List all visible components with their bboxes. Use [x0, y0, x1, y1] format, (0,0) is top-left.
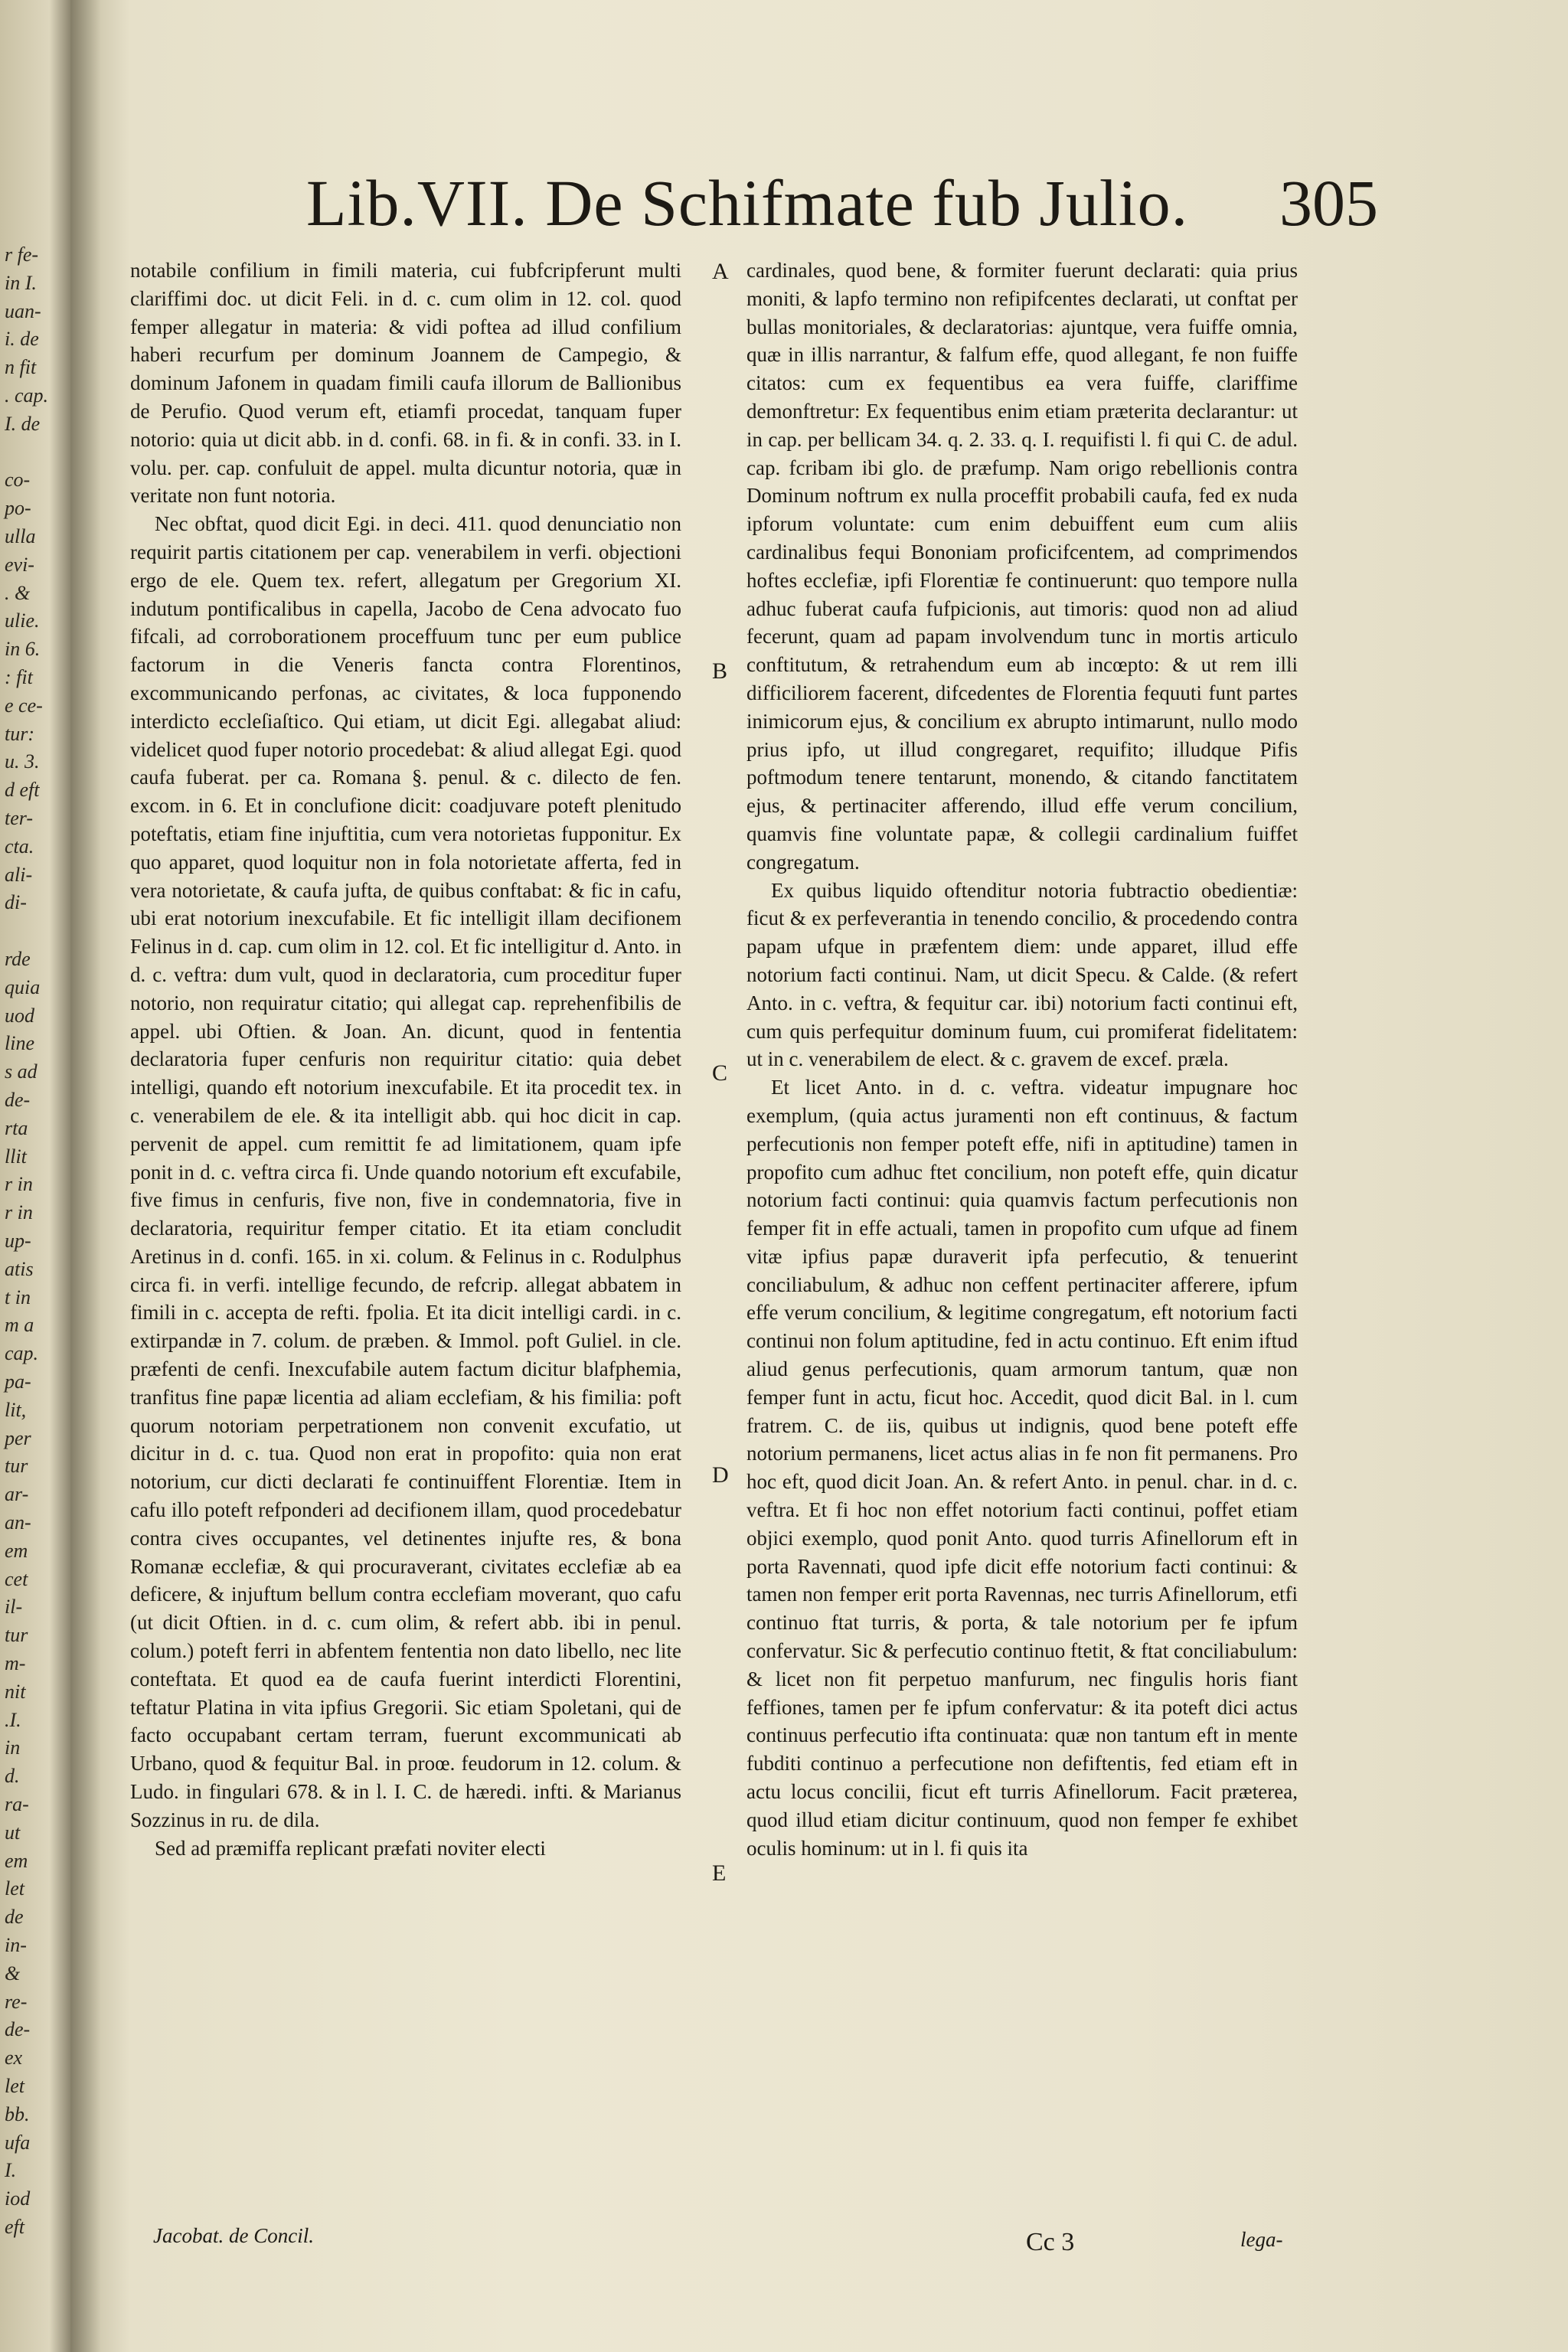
margin-fragment: nit: [5, 1680, 26, 1703]
running-title: Lib.VII. De Schifmate fub Julio.: [306, 166, 1189, 240]
footer-note: Jacobat. de Concil.: [153, 2224, 314, 2247]
margin-fragment: e ce-: [5, 694, 43, 717]
margin-fragment: cap.: [5, 1342, 39, 1365]
margin-fragment: ut: [5, 1821, 21, 1844]
margin-fragment: eft: [5, 2216, 24, 2238]
signature-mark: Cc 3: [1026, 2228, 1075, 2256]
margin-fragment: r in: [5, 1173, 33, 1196]
margin-fragment: rta: [5, 1116, 28, 1139]
margin-fragment: po-: [5, 497, 31, 520]
margin-fragment: ali-: [5, 863, 33, 886]
margin-fragment: m-: [5, 1652, 26, 1674]
right-text-column: [746, 256, 1298, 2216]
margin-fragment: iod: [5, 2187, 31, 2210]
margin-fragment: t in: [5, 1285, 31, 1308]
margin-fragment: tur:: [5, 722, 34, 745]
margin-fragment: ufa: [5, 2131, 31, 2154]
margin-fragment: di-: [5, 891, 27, 914]
margin-fragment: ex: [5, 2047, 23, 2069]
margin-fragment: cta.: [5, 835, 34, 858]
margin-fragment: &: [5, 1962, 21, 1984]
margin-fragment: de: [5, 1906, 24, 1929]
margin-fragment: let: [5, 2075, 24, 2097]
margin-fragment: il-: [5, 1596, 23, 1619]
section-marker-d: D: [712, 1462, 729, 1488]
margin-fragment: uod: [5, 1004, 34, 1027]
left-paragraph-1: notabile confilium in fimili materia, cui fubfcripferunt multi clariffimi doc. ut dicit Feli. in d. c. cum olim in 12. col. quod femper allegatur in materia: & vidi poftea ad illud confilium haberi recurfum per dominum Joannem de Campegio, & dominum Jafonem in quadam fimili caufa illorum de Ballionibus de Perufio. Quod verum eft, etiamfi procedat, tanquam fuper notorio: quia ut dicit abb. in d. confi. 68. in fi. & in confi. 33. in I. volu. per. cap. confuluit de appel. multa dicuntur notoria, quæ in veritate non funt notoria.: [130, 259, 681, 508]
margin-fragment: I. de: [5, 412, 41, 435]
section-marker-b: B: [712, 658, 728, 684]
margin-fragment: in I.: [5, 271, 37, 294]
margin-fragment: d eft: [5, 779, 40, 802]
margin-fragment: I.: [5, 2159, 17, 2182]
margin-fragment: tur: [5, 1455, 28, 1478]
margin-fragment: d.: [5, 1765, 20, 1788]
margin-fragment: : fit: [5, 666, 33, 688]
margin-fragment: up-: [5, 1230, 31, 1252]
section-marker-c: C: [712, 1060, 728, 1086]
margin-fragment: . cap.: [5, 384, 49, 407]
margin-fragment: de-: [5, 1089, 31, 1111]
page-header: [306, 165, 1378, 249]
margin-fragment: u. 3.: [5, 750, 40, 773]
margin-fragment: .I.: [5, 1708, 21, 1731]
left-paragraph-2: Nec obftat, quod dicit Egi. in deci. 411. quod denunciatio non requirit partis citationem per cap. venerabilem in verfi. objectioni ergo de ele. Quem tex. refert, allegatum per Gregorium XI. indutum pontificalibus in capella, Jacobo de Cena advocato fuo fifcali, ad corroborationem proceffuum tunc per eum publice factorum in die Veneris fancta contra Florentinos, excommunicando perfonas, ac civitates, & loca fupponendo interdicto eccleſiaſtico. Qui etiam, ut dicit Egi. allegabat aliud: videlicet quod fuper notorio procedebat: & aliud allegat Egi. quod caufa fuberat. per ca. Romana §. penul. & c. dilecto de fen. excom. in 6. Et in conclufione dicit: coadjuvare poteft plenitudo poteftatis, etiam fine injuftitia, cum vera notorietas fupponitur. Ex quo apparet, quod loquitur non in fola notorietate afferta, fed in vera notorietate, & caufa jufta, de quibus conftabat: & fic in cafu, ubi erat notorium inexcufabile. Et fic intelligit illam decifionem Felinus in d. cap. cum olim in 12. col. Et fic intelligitur d. Anto. in d. c. veftra: dum vult, quod in declaratoria, cum proceditur fuper notorio, non requiratur citatio; qui allegat cap. reprehenfibilis de appel. ubi Oftien. & Joan. An. dicunt, quod in fententia declaratoria fuper cenfuris non requiritur citatio: quia debet intelligi, quando eft notorium inexcufabile. Et ita procedit tex. in c. venerabilem de ele. & ita intelligit abb. qui hoc dicit in cap. pervenit de appel. cum remittit fe ad limitationem, quam ipfe ponit in d. c. veftra circa fi. Unde quando notorium eft excufabile, five fimus in cenfuris, five non, five in condemnatoria, five in declaratoria, requiritur femper citatio. Et ita etiam concludit Aretinus in d. confi. 165. in xi. colum. & Felinus in c. Rodulphus circa fi. in verfi. intellige fecundo, de refcrip. allegat abbatem in fimili in c. accepta de refti. fpolia. Et ita dicit intelligi cardi. in c. extirpandæ in 7. colum. de præben. & Immol. poft Guliel. in cle. præfenti de cenfi. Inexcufabile autem factum dicitur blafphemia, tranfitus fine papæ licentia ad aliam ecclefiam, & his fimilia: poft quorum notoriam perpetrationem non convenit excufatio, ut dicitur in d. c. tua. Quod non erat in propofito: quia non erat notorium, cur dicti declarati fe continuiffent Florentiæ. Item in cafu illo poteft refponderi ad decifionem illam, quod procedebatur contra cives occupantes, vel detinentes injufte res, & bona Romanæ ecclefiæ, & qui procuraverant, civitates ecclefiæ ab ea deficere, & injuftum bellum contra ecclefiam moverant, quo cafu (ut dicit Oftien. in d. c. cum olim, & refert abb. ibi in penul. colum.) poteft ferri in abfentem fententia non dato libello, nec lite conteftata. Et quod ea de caufa fuerint interdicti Florentini, teftatur Platina in vita ipfius Gregorii. Sic etiam Spoletani, qui de facto occupabant certam terram, fuerunt excommunicati ab Urbano, quod & fequitur Bal. in proœ. feudorum in 12. colum. & Ludo. in fingulari 678. & in l. I. C. de hæredi. infti. & Marianus Sozzinus in ru. de dila.: [130, 512, 681, 1831]
margin-fragment: tur: [5, 1624, 28, 1647]
margin-fragment: r fe-: [5, 243, 39, 266]
margin-fragment: de-: [5, 2018, 31, 2041]
margin-fragment: ter-: [5, 807, 34, 829]
margin-fragment: em: [5, 1539, 28, 1562]
margin-fragment: per: [5, 1426, 31, 1449]
margin-fragment: rde: [5, 948, 31, 970]
margin-fragment: evi-: [5, 553, 34, 576]
margin-fragment: in-: [5, 1934, 27, 1956]
binding-shadow: [70, 0, 101, 2352]
margin-fragment: in: [5, 1736, 21, 1759]
margin-fragment: uan-: [5, 299, 41, 322]
margin-fragment: llit: [5, 1145, 27, 1168]
margin-fragment: s ad: [5, 1060, 38, 1083]
right-paragraph-3: Et licet Anto. in d. c. veftra. videatur impugnare hoc exemplum, (quia actus juramenti non eft continuus, & factum perfecutionis non femper poteft effe, nifi in aptitudine) tamen in propofito cum adhuc ftet concilium, non poteft effe, quin dicatur notorium facti continui: quia quamvis factum perfecutionis non femper fit in effe actuali, tamen in propofito cum ufque ad finem vitæ ipfius papæ duraverit ipfa perfecutio, & tenuerint conciliabulum, & adhuc non ceffent pertinaciter afferere, ipfum effe verum concilium, & legitime congregatum, eft notorium facti continui non folum aptitudine, fed in actu continuo. Eft enim iftud aliud genus perfecutionis, quam armorum tantum, quæ non femper funt in actu, ficut hoc. Accedit, quod dicit Bal. in l. cum fratrem. C. de iis, quibus ut indignis, quod bene poteft effe notorium permanens, licet actus alias in fe non fit permanens. Pro hoc eft, quod dicit Joan. An. & refert Anto. in penul. char. in d. c. veftra. Et fi hoc non effet notorium facti continui, poffet etiam objici exemplo, quod ponit Anto. quod turris Afinellorum eft in porta Ravennati, quod ipfe dicit effe notorium facti continui: & tamen non femper erit porta Ravennas, nec turris Afinellorum, etfi continuo ftat turris, & porta, & tale notorium per fe ipfum confervatur. Sic & perfecutio continuo ftetit, & ftat conciliabulum: & licet non fit perpetuo manfurum, nec fingulis horis fiant feffiones, tamen per fe ipfum confervatur: & ita poteft dici actus continuus perfecutio ifta continuata: quæ non tantum eft in mente fubditi continuo a perfecutione non defiftentis, fed etiam eft in actu locus concilii, ficut eft turris Afinellorum. Facit præterea, quod illud etiam dicitur continuum, quod non femper fe exhibet oculis hominum: ut in l. fi quis ita: [746, 1076, 1298, 1860]
margin-fragment: r in: [5, 1201, 33, 1224]
margin-fragment: lit,: [5, 1398, 27, 1421]
right-paragraph-2: Ex quibus liquido oftenditur notoria fubtractio obedientiæ: ficut & ex perfeverantia in tenendo concilio, & procedendo contra papam ufque in præfentem diem: unde apparet, illud effe notorium facti continui. Nam, ut dicit Specu. & Calde. (& refert Anto. in c. veftra, & fequitur car. ibi) notorium facti continui eft, cum quis perfequitur dominum fuum, cui promiferat fidelitatem: ut in c. venerabilem de elect. & c. gravem de excef. præla.: [746, 878, 1298, 1071]
margin-fragment: em: [5, 1849, 28, 1872]
margin-fragment: n fit: [5, 356, 37, 379]
margin-fragment: an-: [5, 1511, 31, 1534]
section-marker-e: E: [712, 1860, 727, 1886]
margin-fragment: pa-: [5, 1370, 31, 1393]
margin-fragment: bb.: [5, 2102, 30, 2125]
margin-fragment: . &: [5, 581, 31, 604]
margin-fragment: ar-: [5, 1483, 29, 1506]
left-paragraph-3: Sed ad præmiffa replicant præfati noviter electi: [155, 1836, 546, 1860]
page-number: 305: [1279, 166, 1378, 240]
margin-fragment: m a: [5, 1314, 34, 1337]
margin-fragment: in 6.: [5, 638, 41, 661]
margin-fragment: ulie.: [5, 609, 40, 632]
catchword: lega-: [1240, 2228, 1283, 2251]
margin-fragment: cet: [5, 1567, 28, 1590]
previous-page-edge: [0, 0, 70, 2352]
margin-fragment: quia: [5, 975, 41, 998]
margin-fragment: ulla: [5, 525, 36, 547]
margin-fragment: ra-: [5, 1793, 29, 1815]
section-marker-a: A: [712, 259, 729, 284]
margin-fragment: let: [5, 1877, 24, 1900]
margin-fragment: co-: [5, 469, 31, 492]
margin-fragment: line: [5, 1032, 34, 1055]
right-paragraph-1: cardinales, quod bene, & formiter fuerunt declarati: quia prius moniti, & lapfo termino non refipifcentes declarati, ut conftat per bullas monitoriales, & declaratorias: ajuntque, vera fuiffe omnia, quæ in illis narrantur, & falfum effe, quod allegant, fe non fuiffe citatos: cum ex fequentibus ea vera fuiffe, clariffime demonftretur: Ex fequentibus enim etiam præterita declarantur: ut in cap. per bellicam 34. q. 2. 33. q. I. requifisti l. fi qui C. de adul. cap. fcribam ibi glo. de præfump. Nam origo rebellionis contra Dominum noftrum ex nulla proceffit probabili caufa, fed ex nuda ipforum voluntate: cum enim debuiffent eum cum aliis cardinalibus fequi Bononiam proficifcentem, ad comprimendos hoftes ecclefiæ, ipfi Florentiæ fe continuerunt: quo tempore nulla adhuc fuberat caufa fufpicionis, aut timoris: quod non ad aliud fecerunt, quam ad papam involvendum tunc in mortis articulo conftitutum, & retrahendum eum ab incœpto: & ut rem illi difficiliorem facerent, difcedentes de Florentia fequuti funt partes inimicorum ejus, & concilium ex abrupto intimarunt, nullo modo prius ipfo, ut illud congregaret, requifito; illudque Pifis poftmodum tenere tentarunt, monendo, & citando fanctitatem ejus, & pertinaciter afferendo, illud effe verum concilium, quamvis fine voluntate papæ, & collegii cardinalium fuiffet congregatum.: [746, 259, 1298, 874]
margin-fragment: atis: [5, 1257, 34, 1280]
margin-fragment: re-: [5, 1990, 28, 2013]
left-text-column: [130, 256, 681, 2216]
margin-fragment: i. de: [5, 328, 39, 351]
